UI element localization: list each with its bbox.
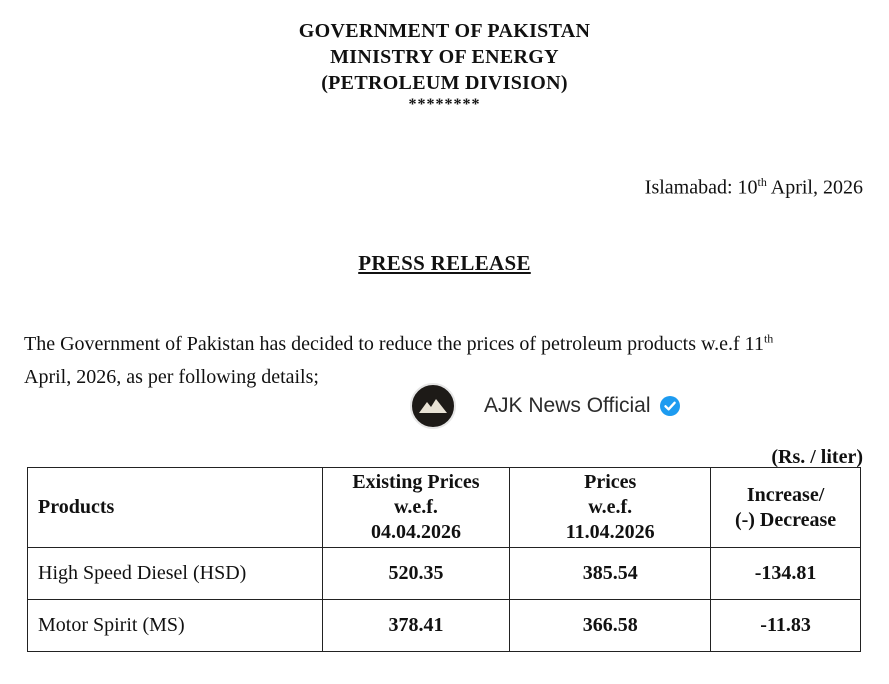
price-change: -134.81 xyxy=(711,548,861,600)
header-separator: ******** xyxy=(408,96,481,113)
product-name: Motor Spirit (MS) xyxy=(28,600,323,652)
header-new-line2: w.e.f. xyxy=(588,496,633,518)
units-label: (Rs. / liter) xyxy=(771,446,863,468)
table-row xyxy=(28,600,861,652)
header-existing-line3: 04.04.2026 xyxy=(370,521,461,543)
press-release-title: PRESS RELEASE xyxy=(358,251,531,275)
table-row xyxy=(28,548,861,600)
dateline-suffix: April, 2026 xyxy=(766,176,863,199)
header-existing-prices xyxy=(322,468,510,548)
channel-logo xyxy=(410,383,456,429)
announcement-part-2: April, 2026, as per following details; xyxy=(24,366,319,388)
dateline-prefix: Islamabad: 10 xyxy=(644,176,758,199)
header-change xyxy=(711,468,861,548)
existing-price: 520.35 xyxy=(322,548,510,600)
header-ministry: MINISTRY OF ENERGY xyxy=(330,46,559,68)
header-new-line1: Prices xyxy=(584,471,637,493)
header-new-prices xyxy=(510,468,711,548)
header-change-line1: Increase/ xyxy=(746,483,825,506)
new-price: 366.58 xyxy=(510,600,711,652)
header-division: (PETROLEUM DIVISION) xyxy=(321,72,568,94)
header-existing-line1: Existing Prices xyxy=(352,471,480,493)
price-table xyxy=(27,467,861,652)
table-header-row xyxy=(28,468,861,548)
dateline-sup: th xyxy=(757,175,767,189)
product-name: High Speed Diesel (HSD) xyxy=(28,548,323,600)
verified-badge-icon xyxy=(659,395,681,417)
existing-price: 378.41 xyxy=(322,600,510,652)
price-change: -11.83 xyxy=(711,600,861,652)
announcement-part-1: The Government of Pakistan has decided to reduce the prices of petroleum products w.e.f 11 xyxy=(24,333,764,355)
header-products: Products xyxy=(28,468,323,548)
dateline xyxy=(645,175,863,200)
header-government: GOVERNMENT OF PAKISTAN xyxy=(298,20,591,42)
header-change-line2: (-) Decrease xyxy=(734,508,837,531)
watermark xyxy=(410,381,681,431)
announcement-sup: th xyxy=(763,331,774,346)
new-price: 385.54 xyxy=(510,548,711,600)
watermark-name: AJK News Official xyxy=(484,394,651,417)
header-new-line3: 11.04.2026 xyxy=(565,521,655,543)
header-existing-line2: w.e.f. xyxy=(394,496,438,518)
